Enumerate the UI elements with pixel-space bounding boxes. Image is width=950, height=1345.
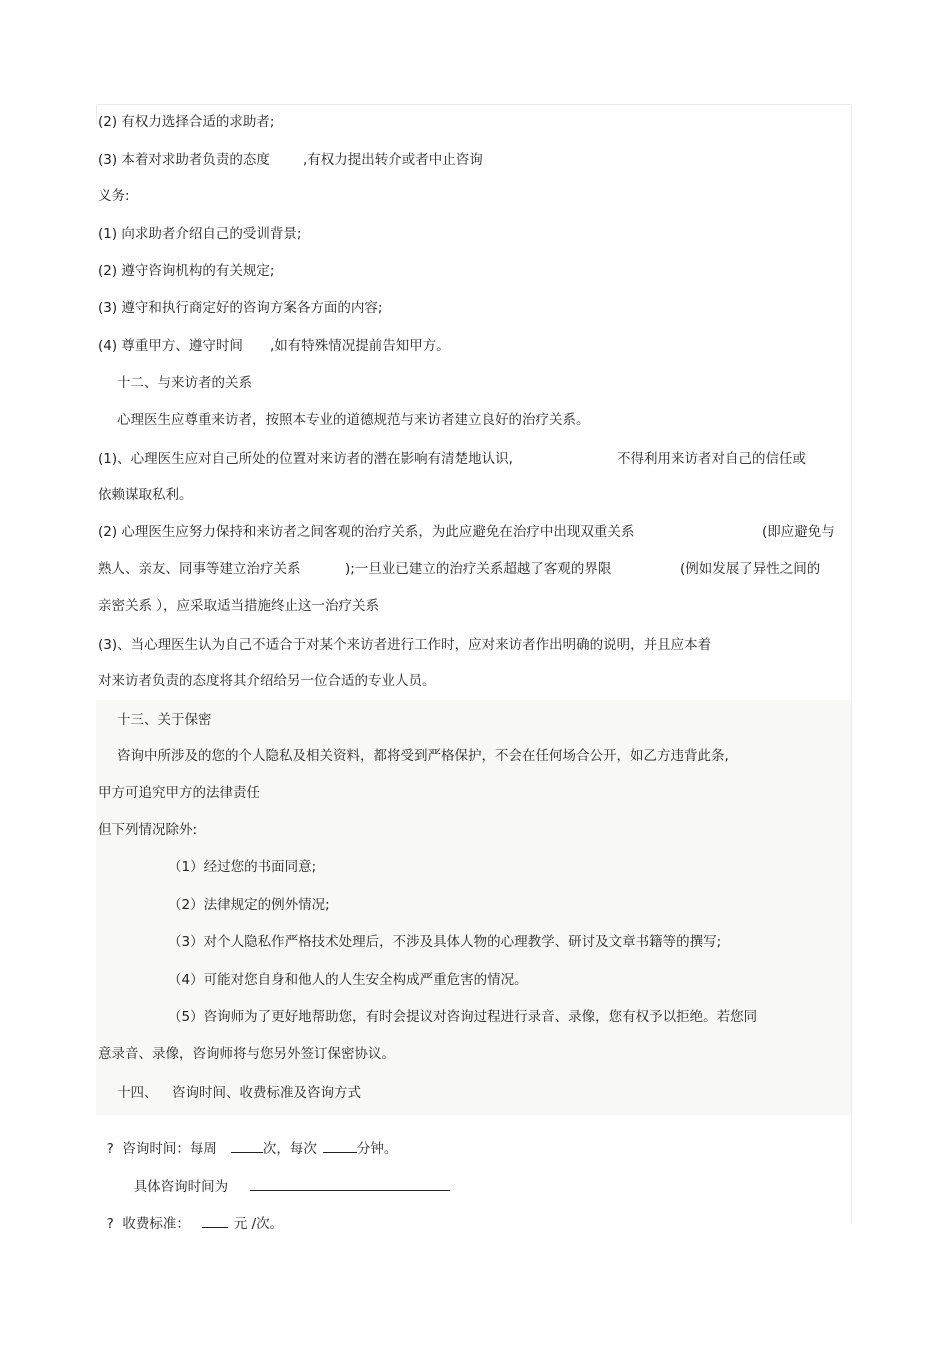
fee-prefix: ? 收费标准： — [106, 1216, 190, 1232]
privacy-liability: 甲方可追究甲方的法律责任 — [98, 785, 260, 801]
section-14-number: 十四、 — [117, 1085, 158, 1101]
rel-2-f: 亲密关系 ），应采取适当措施终止这一治疗关系 — [98, 598, 380, 614]
page-frame-top — [96, 104, 852, 105]
section-13-heading: 十三、关于保密 — [117, 712, 212, 728]
right-3-cont: ,有权力提出转介或者中止咨询 — [303, 152, 483, 168]
duty-4-cont: ,如有特殊情况提前告知甲方。 — [270, 338, 450, 354]
rel-2-e: (例如发展了异性之间的 — [680, 561, 821, 577]
section-14-title: 咨询时间、收费标准及咨询方式 — [172, 1085, 361, 1101]
rel-3-b: 对来访者负责的态度将其介绍给另一位合适的专业人员。 — [98, 673, 436, 689]
privacy-intro: 咨询中所涉及的您的个人隐私及相关资料，都将受到严格保护，不会在任何场合公开，如乙方违背此条, — [117, 748, 729, 764]
exception-5: （5）咨询师为了更好地帮助您，有时会提议对咨询过程进行录音、录像，您有权予以拒绝。若您同 — [168, 1009, 758, 1025]
duty-4: (4) 尊重甲方、遵守时间 — [98, 338, 243, 354]
duty-2: (2) 遵守咨询机构的有关规定; — [98, 263, 275, 279]
exception-2: （2）法律规定的例外情况; — [168, 897, 330, 913]
duty-3: (3) 遵守和执行商定好的咨询方案各方面的内容; — [98, 300, 383, 316]
exception-5-cont: 意录音、录像，咨询师将与您另外签订保密协议。 — [98, 1046, 395, 1062]
duties-heading: 义务: — [98, 188, 130, 204]
fee-suffix: 元 /次。 — [233, 1216, 284, 1232]
rel-2-a: (2) 心理医生应努力保持和来访者之间客观的治疗关系，为此应避免在治疗中出现双重关系 — [98, 524, 635, 540]
fee-amount-blank[interactable] — [202, 1215, 228, 1228]
section-12-intro: 心理医生应尊重来访者，按照本专业的道德规范与来访者建立良好的治疗关系。 — [117, 412, 590, 428]
exception-4: （4）可能对您自身和他人的人生安全构成严重危害的情况。 — [168, 972, 528, 988]
duty-1: (1) 向求助者介绍自己的受训背景; — [98, 226, 302, 242]
rel-1-b: 不得利用来访者对自己的信任或 — [617, 451, 806, 467]
time-suffix: 分钟。 — [356, 1141, 398, 1157]
times-per-week-blank[interactable] — [231, 1140, 263, 1153]
specific-time-row — [125, 1162, 450, 1195]
time-prefix: ? 咨询时间：每周 — [106, 1141, 217, 1157]
rel-2-c: 熟人、亲友、同事等建立治疗关系 — [98, 561, 301, 577]
rel-1-c: 依赖谋取私利。 — [98, 487, 193, 503]
exceptions-heading: 但下列情况除外: — [98, 822, 198, 838]
rel-1-a: (1)、心理医生应对自己所处的位置对来访者的潜在影响有清楚地认识, — [98, 451, 513, 467]
right-2: (2) 有权力选择合适的求助者; — [98, 114, 275, 130]
page-frame-left — [96, 104, 97, 124]
exception-1: （1）经过您的书面同意; — [168, 859, 317, 875]
rel-3-a: (3)、当心理医生认为自己不适合于对某个来访者进行工作时，应对来访者作出明确的说明，并且应本着 — [98, 637, 712, 653]
specific-time-blank[interactable] — [250, 1178, 450, 1191]
exception-3: （3）对个人隐私作严格技术处理后，不涉及具体人物的心理教学、研讨及文章书籍等的撰写; — [168, 934, 722, 950]
rel-2-b: (即应避免与 — [762, 524, 835, 540]
time-row — [98, 1124, 397, 1157]
right-3: (3) 本着对求助者负责的态度 — [98, 152, 270, 168]
page-frame-right — [851, 104, 852, 1224]
section-12-heading: 十二、与来访者的关系 — [117, 375, 252, 391]
rel-2-d: );一旦业已建立的治疗关系超越了客观的界限 — [345, 561, 612, 577]
minutes-per-session-blank[interactable] — [323, 1140, 357, 1153]
specific-time-label: 具体咨询时间为 — [133, 1179, 229, 1195]
time-mid: 次，每次 — [262, 1141, 317, 1157]
fee-row — [98, 1199, 283, 1232]
